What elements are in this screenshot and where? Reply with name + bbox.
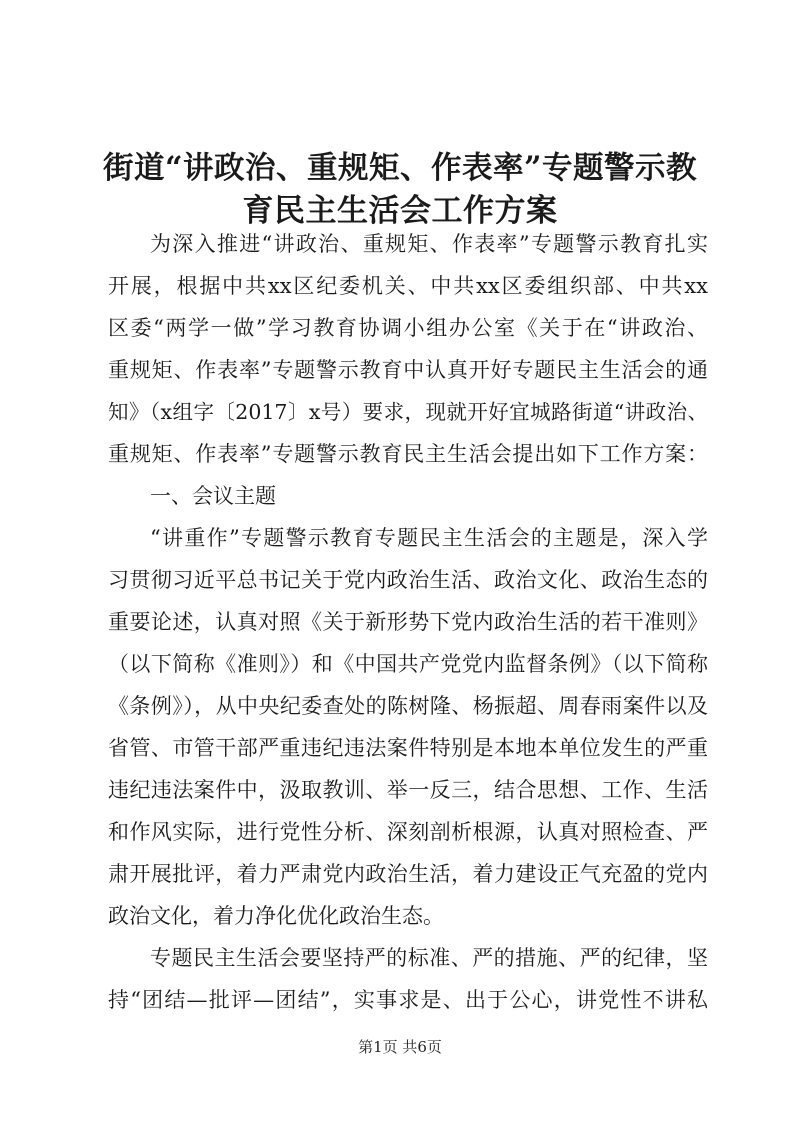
paragraph-line: “讲重作”专题警示教育专题民主生活会的主题是，深入学 [150, 526, 708, 550]
paragraph-line: 政治文化，着力净化优化政治生态。 [108, 904, 444, 928]
paragraph-line: 肃开展批评，着力严肃党内政治生活，着力建设正气充盈的党内 [108, 862, 708, 886]
paragraph-line: 重要论述，认真对照《关于新形势下党内政治生活的若干准则》 [108, 610, 708, 634]
page-number-footer: 第1页 共6页 [358, 1038, 442, 1056]
document-title-line-1: 街道“讲政治、重规矩、作表率”专题警示教 [102, 150, 698, 186]
paragraph-line: 为深入推进“讲政治、重规矩、作表率”专题警示教育扎实 [150, 232, 708, 256]
paragraph-line: 和作风实际，进行党性分析、深刻剖析根源，认真对照检查、严 [108, 820, 708, 844]
paragraph-line: 重规矩、作表率”专题警示教育民主生活会提出如下工作方案： [108, 442, 708, 466]
paragraph-line: 开展，根据中共xx区纪委机关、中共xx区委组织部、中共xx [108, 274, 708, 298]
paragraph-line: 重规矩、作表率”专题警示教育中认真开好专题民主生活会的通 [108, 358, 708, 382]
document-title-line-2: 育民主生活会工作方案 [242, 193, 558, 229]
paragraph-line: 知》（x组字〔2017〕x号）要求，现就开好宜城路街道“讲政治、 [108, 400, 708, 424]
paragraph-line: 《条例》），从中央纪委查处的陈树隆、杨振超、周春雨案件以及 [108, 694, 708, 718]
paragraph-line: 专题民主生活会要坚持严的标准、严的措施、严的纪律，坚 [150, 946, 708, 970]
paragraph-line: （以下简称《准则》）和《中国共产党党内监督条例》（以下简称 [108, 652, 708, 676]
paragraph-line: 持“团结—批评—团结”，实事求是、出于公心，讲党性不讲私 [108, 988, 708, 1012]
section-heading: 一、会议主题 [150, 484, 276, 508]
paragraph-line: 违纪违法案件中，汲取教训、举一反三，结合思想、工作、生活 [108, 778, 708, 802]
paragraph-line: 省管、市管干部严重违纪违法案件特别是本地本单位发生的严重 [108, 736, 708, 760]
paragraph-line: 习贯彻习近平总书记关于党内政治生活、政治文化、政治生态的 [108, 568, 708, 592]
paragraph-line: 区委“两学一做”学习教育协调小组办公室《关于在“讲政治、 [108, 316, 708, 340]
